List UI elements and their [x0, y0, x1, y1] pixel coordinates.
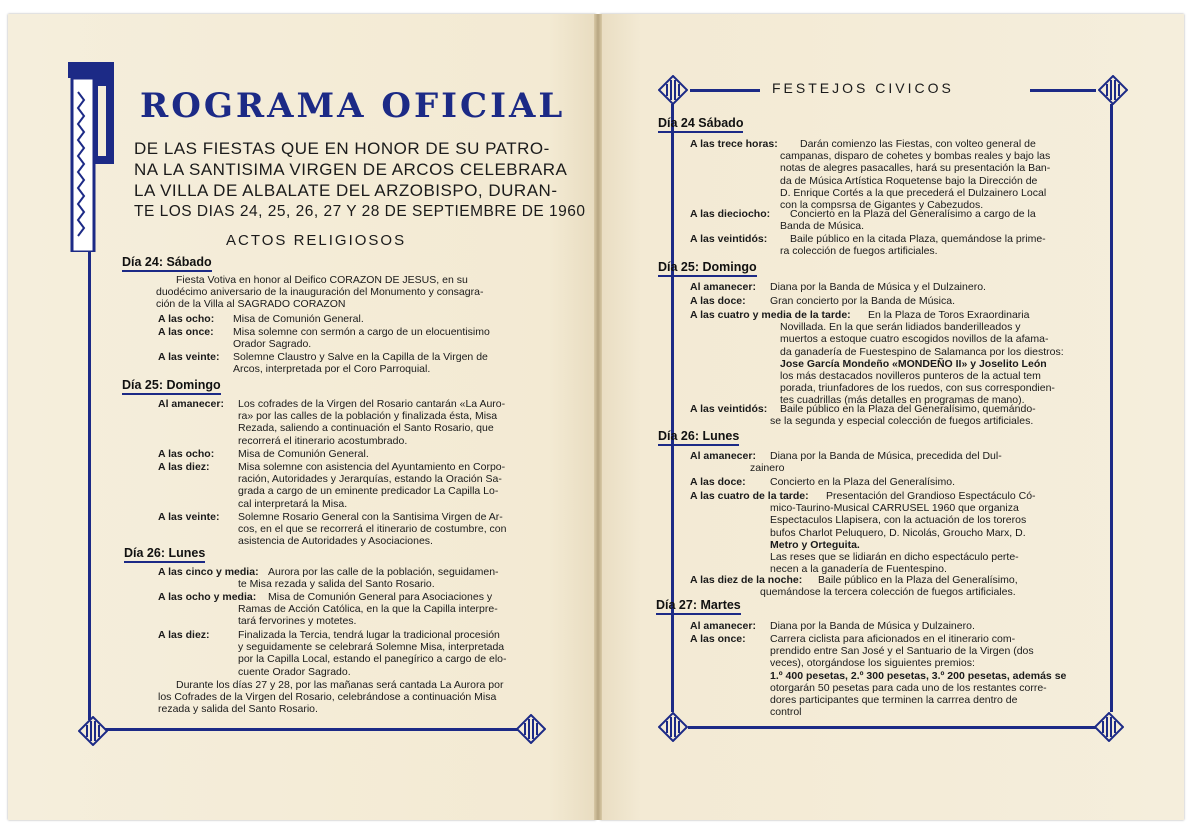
- time-label: A las veinte:: [158, 351, 220, 363]
- time-label: A las once:: [690, 633, 746, 645]
- day-heading: [658, 260, 757, 277]
- text-line: Los cofrades de la Virgen del Rosario cantarán «La Auro-: [238, 398, 506, 410]
- day-heading-text: Día 25: Domingo: [122, 378, 221, 392]
- text-line: Solemne Claustro y Salve en la Capilla de la Virgen de: [233, 351, 488, 363]
- text-line: Rezada, saliendo a continuación el Santo Rosario, que: [238, 422, 494, 435]
- time-label: A las cuatro y media de la tarde:: [690, 309, 851, 321]
- text-line: Fiesta Votiva en honor al Deifico CORAZON DE JESUS, en su: [176, 274, 468, 286]
- day-heading-text: Día 26: Lunes: [124, 546, 206, 560]
- time-label: A las ocho y media:: [158, 591, 257, 603]
- bottom-frame-line: [688, 726, 1096, 729]
- bottom-frame-line: [100, 728, 520, 731]
- time-label: A las doce:: [690, 476, 746, 488]
- time-label: A las veinte:: [158, 511, 220, 523]
- text-line: Darán comienzo las Fiestas, con volteo general de: [800, 138, 1036, 150]
- text-line: tes cuadrillas (más detalles en programas de mano).: [780, 394, 1025, 407]
- text-line: Diana por la Banda de Música y el Dulzainero.: [770, 281, 986, 293]
- day-heading-text: Día 25: Domingo: [658, 260, 757, 274]
- text-line: se la segunda y especial colección de fuegos artificiales.: [770, 415, 1034, 428]
- diamond-ornament: [78, 716, 108, 746]
- day-heading: [122, 378, 221, 395]
- text-line: ra» por las calles de la población y finalizada ésta, Misa: [238, 410, 498, 423]
- day-heading: [656, 598, 741, 615]
- subtitle-line: NA LA SANTISIMA VIRGEN DE ARCOS CELEBRARA: [134, 160, 568, 179]
- text-line: da de Música Artística Roquetense bajo la Dirección de: [780, 174, 1038, 187]
- time-label: Al amanecer:: [690, 620, 756, 632]
- time-label: A las ocho:: [158, 448, 215, 460]
- text-line: Misa de Comunión General.: [238, 448, 369, 460]
- header-frame-line: [690, 89, 760, 92]
- text-line: Misa solemne con sermón a cargo de un elocuentisimo: [233, 326, 490, 338]
- text-line: da ganadería de Fuestespino de Salamanca por los diestros:: [780, 345, 1064, 358]
- text-line: Baile público en la Plaza del Generalísimo,: [818, 574, 1018, 586]
- text-line: ra colección de fuegos artificiales.: [780, 245, 938, 258]
- text-line: Novillada. En la que serán lidiados banderilleados y: [780, 321, 1021, 334]
- text-line: recorrerá el itinerario acostumbrado.: [238, 434, 408, 447]
- text-line: Arcos, interpretada por el Coro Parroquial.: [233, 363, 431, 376]
- text-line: dores participantes que terminen la carrrea dentro de: [770, 694, 1018, 707]
- text-line: control: [770, 706, 802, 719]
- text-line: Aurora por las calle de la población, seguidamen-: [268, 566, 499, 578]
- closing-note: [158, 679, 503, 716]
- time-label: A las cuatro de la tarde:: [690, 490, 809, 502]
- text-line: cos, en el que se recorrerá el itinerario de costumbre, con: [238, 523, 507, 536]
- text-line: mico-Taurino-Musical CARRUSEL 1960 que organiza: [770, 502, 1019, 515]
- text-line: grada a cargo de un eminente predicador La Capilla Lo-: [238, 485, 499, 498]
- text-line: veces), otorgándose los siguientes premios:: [770, 657, 975, 670]
- time-label: A las veintidós:: [690, 233, 768, 245]
- day-heading: [122, 255, 212, 272]
- diamond-ornament: [658, 75, 688, 105]
- text-line: Metro y Orteguita.: [770, 538, 860, 551]
- text-line: prendido entre San José y el Santuario de la Virgen (dos: [770, 645, 1034, 658]
- time-label: A las veintidós:: [690, 403, 768, 415]
- text-line: Diana por la Banda de Música y Dulzainero.: [770, 620, 975, 632]
- civic-festivities-heading: FESTEJOS CIVICOS: [772, 80, 954, 96]
- text-line: Baile público en la Plaza del Generalísimo, quemándo-: [780, 403, 1036, 415]
- header-frame-line: [1030, 89, 1096, 92]
- left-frame-line: [88, 252, 91, 720]
- day24-intro: [156, 274, 484, 311]
- text-line: ción de la Villa al SAGRADO CORAZON: [156, 298, 346, 311]
- day-heading-text: Día 27: Martes: [656, 598, 741, 612]
- time-label: A las dieciocho:: [690, 208, 771, 220]
- text-line: Banda de Música.: [780, 220, 865, 233]
- text-line: duodécimo aniversario de la inauguración del Monumento y consagra-: [156, 286, 484, 299]
- text-line: Gran concierto por la Banda de Música.: [770, 295, 956, 307]
- time-label: Al amanecer:: [158, 398, 224, 410]
- text-line: Misa de Comunión General.: [233, 313, 364, 325]
- text-line: los más destacados novilleros punteros de la actual tem: [780, 370, 1041, 383]
- right-frame-line: [1110, 104, 1113, 712]
- day-heading: [124, 546, 205, 563]
- text-line: Concierto en la Plaza del Generalísimo.: [770, 476, 956, 488]
- program-subtitle: [134, 138, 586, 222]
- section-heading-religious: ACTOS RELIGIOSOS: [226, 232, 407, 249]
- text-line: y seguidamente se celebrará Solemne Misa, interpretada: [238, 641, 505, 654]
- time-label: A las doce:: [690, 295, 746, 307]
- time-label: A las trece horas:: [690, 138, 778, 150]
- left-frame-line: [671, 104, 674, 712]
- text-line: D. Enrique Cortés a la que precederá el Dulzainero Local: [780, 186, 1047, 199]
- text-line: Solemne Rosario General con la Santisima Virgen de Ar-: [238, 511, 503, 523]
- text-line: muertos a estoque cuatro escogidos novillos de la afama-: [780, 333, 1049, 346]
- text-line: campanas, disparo de cohetes y bombas reales y bajo las: [780, 150, 1051, 163]
- diamond-ornament: [516, 714, 546, 744]
- day-heading-text: Día 24 Sábado: [658, 116, 744, 130]
- time-label: A las once:: [158, 326, 214, 338]
- time-label: A las diez:: [158, 461, 210, 473]
- text-line: porada, triunfadores de los ruedos, con sus correspondien-: [780, 382, 1055, 395]
- text-line: Misa solemne con asistencia del Ayuntamiento en Corpo-: [238, 461, 506, 473]
- text-line: ración, Autoridades y Jerarquías, estando la Oración Sa-: [238, 473, 502, 486]
- text-line: con la compsrsa de Gigantes y Cabezudos.: [780, 199, 984, 212]
- text-line: Carrera ciclista para aficionados en el itinerario com-: [770, 633, 1016, 645]
- text-line: por la Capilla Local, estando el panegírico a cargo de elo-: [238, 653, 507, 666]
- text-line: notas de alegres pasacalles, hará su presentación la Ban-: [780, 162, 1051, 175]
- booklet-spine: [594, 14, 602, 820]
- time-label: A las diez de la noche:: [690, 574, 803, 586]
- time-label: A las diez:: [158, 629, 210, 641]
- text-line: quemándose la tercera colección de fuegos artificiales.: [760, 586, 1016, 599]
- text-line: zainero: [750, 462, 785, 475]
- text-line: Diana por la Banda de Música, precedida del Dul-: [770, 450, 1002, 462]
- diamond-ornament: [658, 712, 688, 742]
- text-line: Ramas de Acción Católica, en la que la Capilla interpre-: [238, 603, 498, 616]
- text-line: bufos Charlot Peluquero, D. Nicolás, Groucho Marx, D.: [770, 526, 1026, 539]
- text-line: Misa de Comunión General para Asociaciones y: [268, 591, 493, 603]
- text-line: asistencia de Autoridades y Asociaciones.: [238, 535, 433, 548]
- text-line: Espectaculos Llapisera, con la actuación de los toreros: [770, 514, 1027, 527]
- text-line: Finalizada la Tercia, tendrá lugar la tradicional procesión: [238, 629, 500, 641]
- text-line: rezada y salida del Santo Rosario.: [158, 703, 318, 716]
- text-line: Orador Sagrado.: [233, 338, 312, 351]
- text-line: cal interpretará la Misa.: [238, 497, 348, 510]
- diamond-ornament: [1094, 712, 1124, 742]
- diamond-ornament: [1098, 75, 1128, 105]
- subtitle-line: DE LAS FIESTAS QUE EN HONOR DE SU PATRO-: [134, 139, 550, 158]
- text-line: Jose García Mondeño «MONDEÑO II» y Joselito León: [780, 357, 1047, 370]
- text-line: 1.º 400 pesetas, 2.º 300 pesetas, 3.º 200 pesetas, además se: [770, 669, 1067, 682]
- decorative-initial-p: [68, 62, 114, 252]
- text-line: necen a la ganadería de Fuentespino.: [770, 563, 947, 576]
- text-line: Las reses que se lidiarán en dicho espectáculo perte-: [770, 551, 1019, 564]
- subtitle-line: LA VILLA DE ALBALATE DEL ARZOBISPO, DURAN-: [134, 181, 558, 200]
- day-heading: [658, 429, 739, 446]
- text-line: Presentación del Grandioso Espectáculo Có-: [826, 490, 1036, 502]
- text-line: otorgarán 50 pesetas para cada uno de los restantes corre-: [770, 681, 1047, 694]
- text-line: Durante los días 27 y 28, por las mañanas será cantada La Aurora por: [176, 679, 504, 691]
- day-heading-text: Día 26: Lunes: [658, 429, 740, 443]
- time-label: A las ocho:: [158, 313, 215, 325]
- text-line: Baile público en la citada Plaza, quemándose la prime-: [790, 233, 1046, 245]
- day-heading: [658, 116, 743, 133]
- time-label: A las cinco y media:: [158, 566, 259, 578]
- program-title: ROGRAMA OFICIAL: [140, 86, 566, 126]
- time-label: Al amanecer:: [690, 450, 756, 462]
- day-heading-text: Día 24: Sábado: [122, 255, 212, 269]
- text-line: tará fervorines y motetes.: [238, 615, 357, 628]
- time-label: Al amanecer:: [690, 281, 756, 293]
- text-line: En la Plaza de Toros Exraordinaria: [868, 309, 1030, 321]
- text-line: los Cofrades de la Virgen del Rosario, celebrándose a continuación Misa: [158, 691, 497, 704]
- text-line: te Misa rezada y salida del Santo Rosario.: [238, 578, 435, 591]
- subtitle-line: TE LOS DIAS 24, 25, 26, 27 Y 28 DE SEPTIEMBRE DE 1960: [134, 203, 586, 220]
- text-line: Concierto en la Plaza del Generalísimo a cargo de la: [790, 208, 1036, 220]
- text-line: cuente Orador Sagrado.: [238, 665, 351, 678]
